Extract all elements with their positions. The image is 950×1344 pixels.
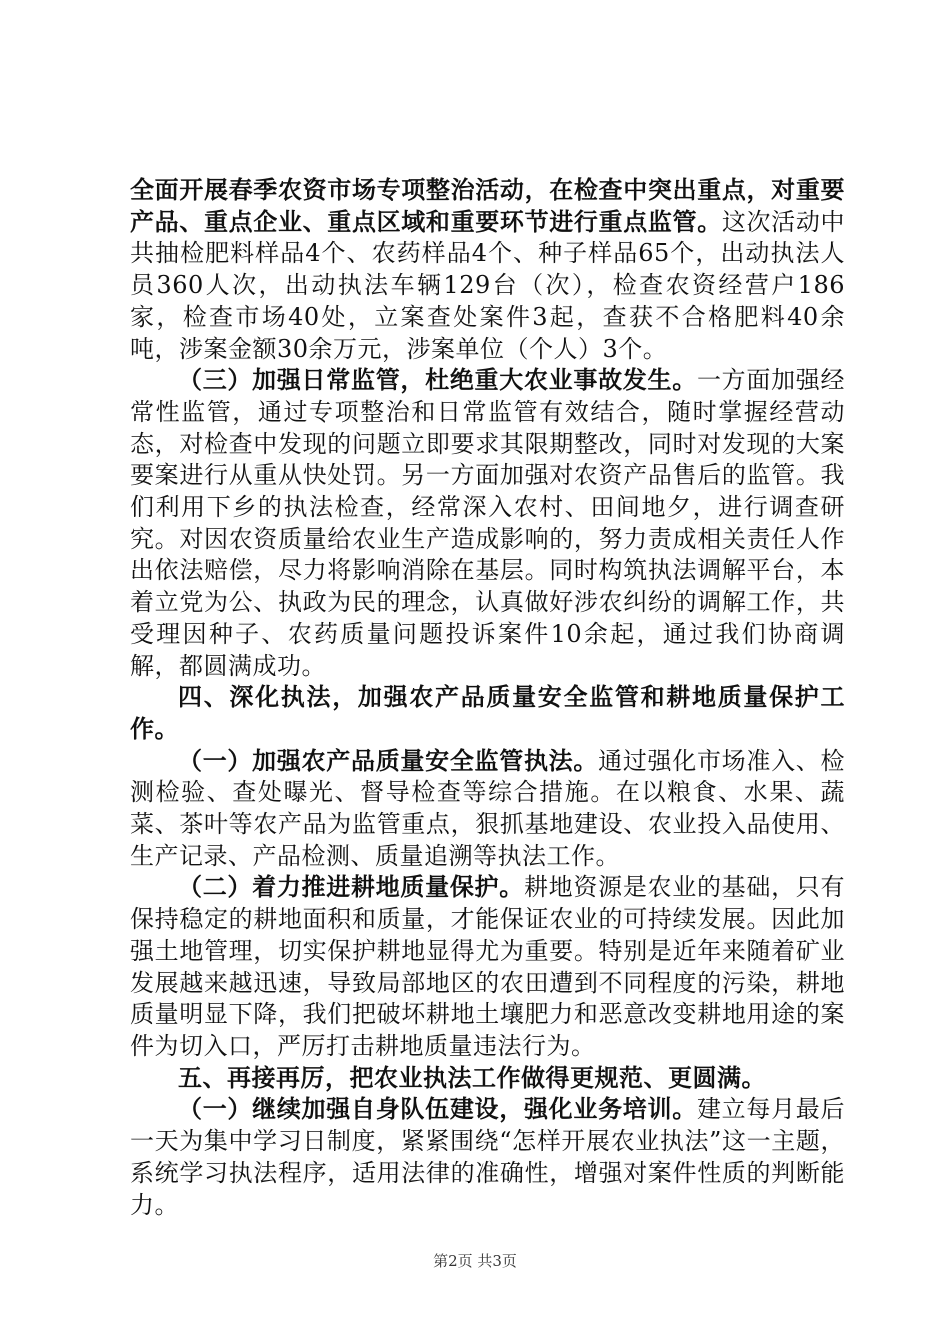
- paragraph-text: 这次活动中共抽检肥料样品4个、农药样品4个、种子样品65个，出动执法人员360人次，出动执法车辆129台（次），检查农资经营户186家，检查市场40处，立案查处案件3起，查获不合格肥料40余吨，涉案金额30余万元，涉案单位（个人）3个。: [130, 207, 846, 363]
- section-heading-text: 四、深化执法，加强农产品质量安全监管和耕地质量保护工作。: [130, 683, 845, 743]
- paragraph-heading: （一）继续加强自身队伍建设，强化业务培训。: [178, 1095, 697, 1124]
- paragraph-text: 通过强化市场准入、检测检验、查处曝光、督导检查等综合措施。在以粮食、水果、蔬菜、茶叶等农产品为监管重点，狠抓基地建设、农业投入品使用、生产记录、产品检测、质量追溯等执法工作。: [130, 746, 846, 870]
- paragraph-text: 建立每月最后一天为集中学习日制度，紧紧围绕“怎样开展农业执法”这一主题，系统学习执法程序，适用法律的准确性，增强对案件性质的判断能力。: [130, 1095, 846, 1219]
- paragraph-farmland-protection: [130, 872, 845, 1062]
- paragraph-heading: （二）着力推进耕地质量保护。: [178, 873, 524, 902]
- section-heading-four: [130, 682, 845, 745]
- paragraph-team-building: [130, 1094, 845, 1221]
- document-body: [130, 175, 845, 1221]
- page-number-footer: 第2页 共3页: [433, 1252, 517, 1270]
- section-heading-five: [130, 1063, 845, 1095]
- paragraph-heading: （三）加强日常监管，杜绝重大农业事故发生。: [178, 366, 697, 395]
- section-heading-text: 五、再接再厉，把农业执法工作做得更规范、更圆满。: [178, 1063, 766, 1092]
- paragraph-text: 耕地资源是农业的基础，只有保持稳定的耕地面积和质量，才能保证农业的可持续发展。因此加强土地管理，切实保护耕地显得尤为重要。特别是近年来随着矿业发展越来越迅速，导致局部地区的农田遭到不同程度的污染，耕地质量明显下降，我们把破坏耕地土壤肥力和恶意改变耕地用途的案件为切入口，严厉打击耕地质量违法行为。: [130, 873, 846, 1060]
- paragraph-heading: （一）加强农产品质量安全监管执法。: [178, 746, 599, 775]
- paragraph-text: 一方面加强经常性监管，通过专项整治和日常监管有效结合，随时掌握经营动态，对检查中发现的问题立即要求其限期整改，同时对发现的大案要案进行从重从快处罚。另一方面加强对农资产品售后的监管。我们利用下乡的执法检查，经常深入农村、田间地夕，进行调查研究。对因农资质量给农业生产造成影响的，努力责成相关责任人作出依法赔偿，尽力将影响消除在基层。同时构筑执法调解平台，本着立党为公、执政为民的理念，认真做好涉农纠纷的调解工作，共受理因种子、农药质量问题投诉案件10余起，通过我们协商调解，都圆满成功。: [130, 366, 846, 680]
- paragraph-heading: 全面开展春季农资市场专项整治活动，在检查中突出重点，对重要产品、重点企业、重点区域和重要环节进行重点监管。: [130, 176, 845, 236]
- paragraph-spring-campaign: [130, 175, 845, 365]
- paragraph-daily-supervision: [130, 365, 845, 682]
- paragraph-product-quality: [130, 746, 845, 873]
